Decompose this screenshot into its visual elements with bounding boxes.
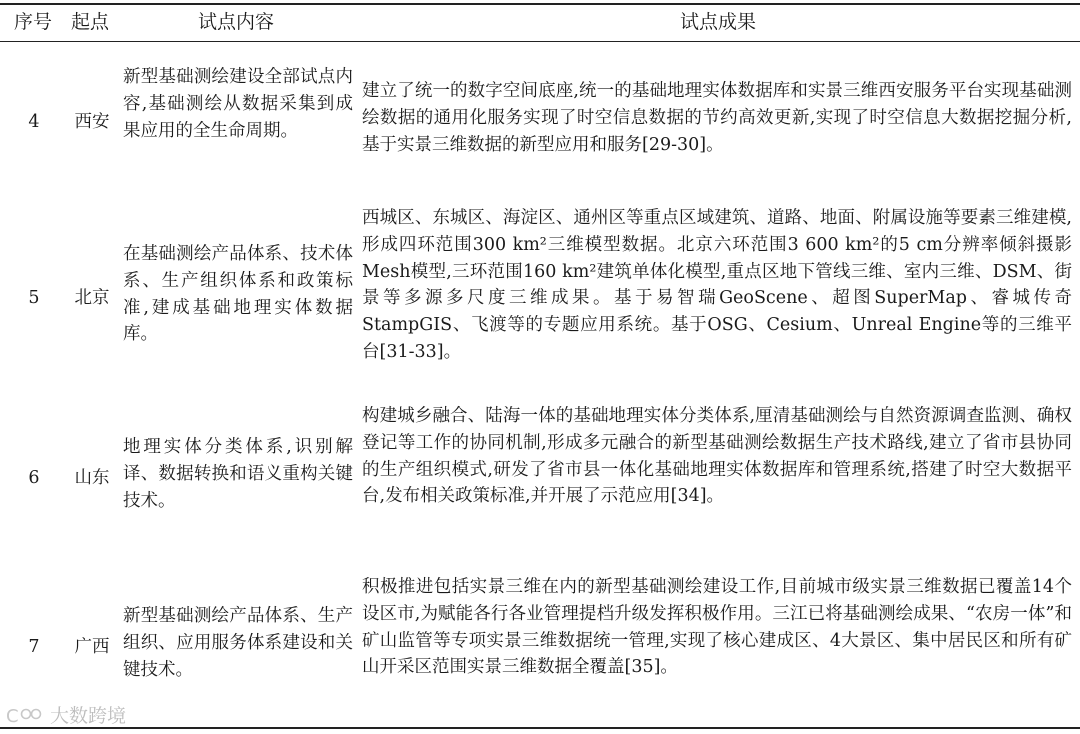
- row-content: 新型基础测绘产品体系、生产组织、应用服务体系建设和关键技术。: [123, 606, 353, 680]
- row-content: 地理实体分类体系,识别解译、数据转换和语义重构关键技术。: [123, 437, 353, 511]
- watermark-text: 大数跨境: [50, 705, 127, 727]
- row-content: 在基础测绘产品体系、技术体系、生产组织体系和政策标准,建成基础地理实体数据库。: [123, 244, 353, 345]
- header-start: 起点: [70, 11, 109, 33]
- row-result: 建立了统一的数字空间底座,统一的基础地理实体数据库和实景三维西安服务平台实现基础测绘数据的通用化服务实现了时空信息数据的节约高效更新,实现了时空信息大数据挖掘分析,基于实景三维数据的新型应用和服务[29-30]。: [362, 81, 1072, 155]
- header-result: 试点成果: [679, 11, 756, 33]
- table-header-rule: [0, 41, 1080, 42]
- svg-text:C: C: [6, 705, 19, 726]
- watermark: [6, 701, 126, 728]
- row-content: 新型基础测绘建设全部试点内容,基础测绘从数据采集到成果应用的全生命周期。: [123, 67, 353, 141]
- row-start: 广西: [74, 637, 110, 657]
- row-start: 西安: [74, 112, 110, 132]
- table-bottom-rule: [0, 727, 1080, 729]
- row-result: 积极推进包括实景三维在内的新型基础测绘建设工作,目前城市级实景三维数据已覆盖14个设区市,为赋能各行各业管理提档升级发挥积极作用。三江已将基础测绘成果、“农房一体”和矿山监管等专项实景三维数据统一管理,实现了核心建成区、4大景区、集中居民区和所有矿山开采区范围实景三维数据全覆盖[35]。: [362, 577, 1072, 678]
- row-no: 5: [28, 288, 40, 308]
- row-result: 构建城乡融合、陆海一体的基础地理实体分类体系,厘清基础测绘与自然资源调查监测、确权登记等工作的协同机制,形成多元融合的新型基础测绘数据生产技术路线,建立了省市县协同的生产组织模式,研发了省市县一体化基础地理实体数据库和管理系统,搭建了时空大数据平台,发布相关政策标准,并开展了示范应用[34]。: [362, 406, 1072, 507]
- row-no: 4: [28, 112, 40, 132]
- row-result: 西城区、东城区、海淀区、通州区等重点区域建筑、道路、地面、附属设施等要素三维建模,形成四环范围300 km²三维模型数据。北京六环范围3 600 km²的5 cm分辨率倾斜摄影Mesh模型,三环范围160 km²建筑单体化模型,重点区地下管线三维、室内三维、DSM、街景等多源多尺度三维成果。基于易智瑞GeoScene、超图SuperMap、睿城传奇StampGIS、飞渡等的专题应用系统。基于OSG、Cesium、Unreal Engine等的三维平台[31-33]。: [362, 208, 1072, 362]
- header-content: 试点内容: [197, 11, 274, 33]
- row-no: 6: [28, 468, 40, 488]
- row-start: 北京: [74, 288, 110, 308]
- row-no: 7: [28, 637, 40, 657]
- header-no: 序号: [13, 11, 52, 33]
- watermark-logo-icon: [6, 704, 44, 726]
- row-start: 山东: [74, 468, 110, 488]
